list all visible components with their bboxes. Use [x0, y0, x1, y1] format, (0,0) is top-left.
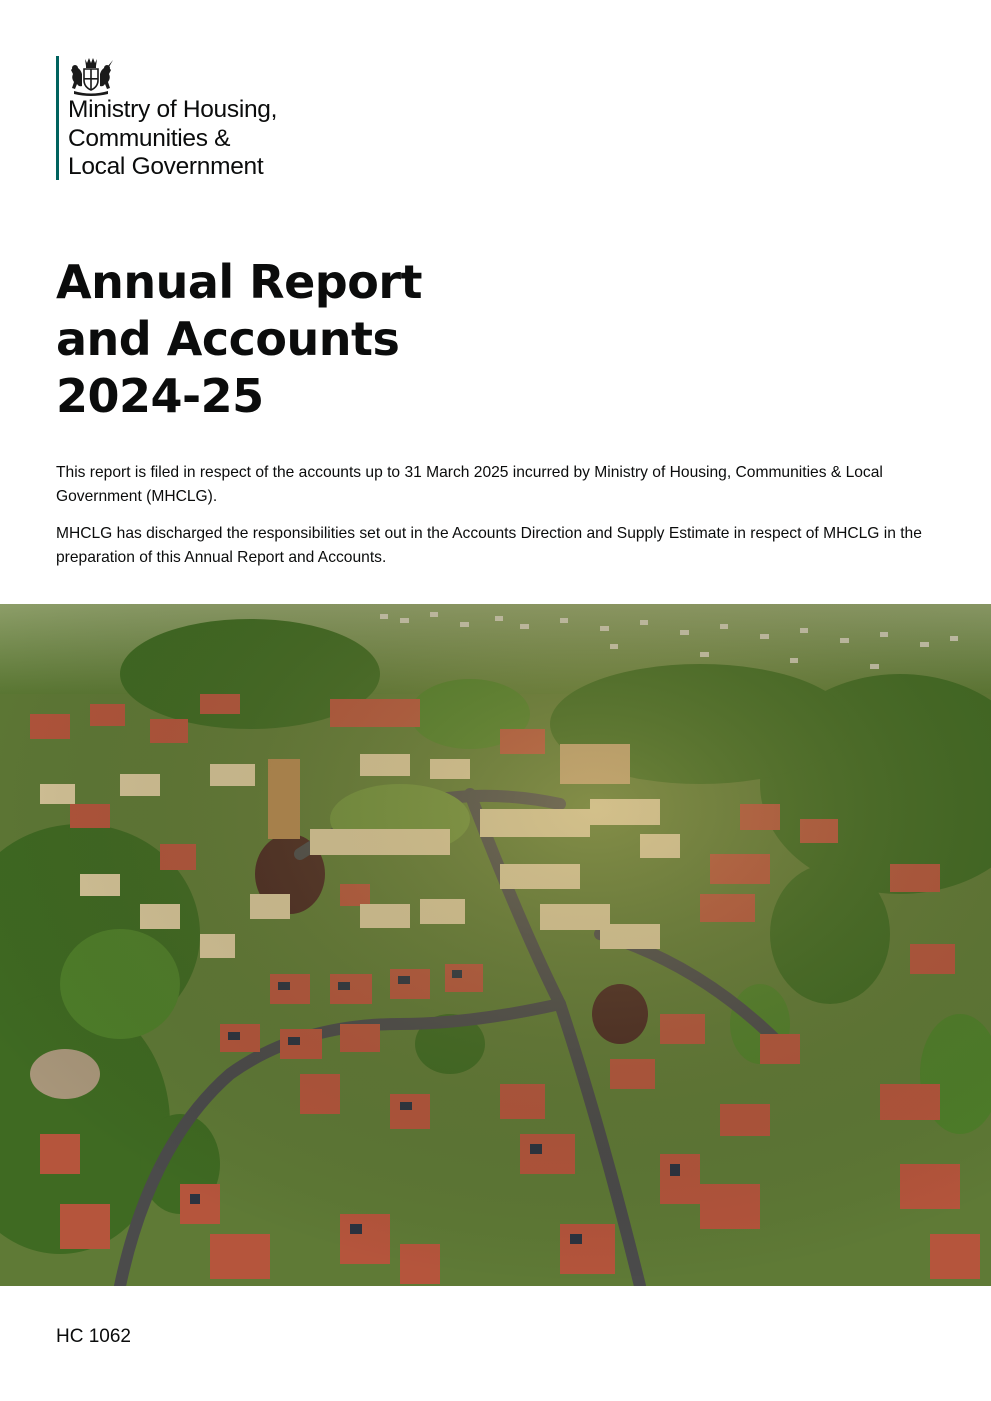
- intro-paragraph-2: MHCLG has discharged the responsibilities set out in the Accounts Direction and Supply Estimate in respect of MHCLG in the preparation of this Annual Report and Accounts.: [56, 525, 922, 566]
- aerial-housing-estate-photo: [0, 604, 991, 1286]
- document-title-line-2: and Accounts: [56, 312, 400, 366]
- house-of-commons-reference: HC 1062: [56, 1326, 131, 1347]
- organisation-name-line-3: Local Government: [68, 153, 264, 180]
- document-title-line-1: Annual Report: [56, 255, 422, 309]
- organisation-name-line-2: Communities &: [68, 124, 231, 152]
- organisation-logo: [56, 56, 277, 180]
- document-title-line-3: 2024-25: [56, 369, 264, 423]
- organisation-name-line-1: Ministry of Housing,: [68, 96, 278, 123]
- intro-paragraph-1: This report is filed in respect of the accounts up to 31 March 2025 incurred by Ministry of Housing, Communities & Local Government (MHCLG).: [56, 464, 883, 505]
- royal-coat-of-arms-icon: [68, 56, 114, 96]
